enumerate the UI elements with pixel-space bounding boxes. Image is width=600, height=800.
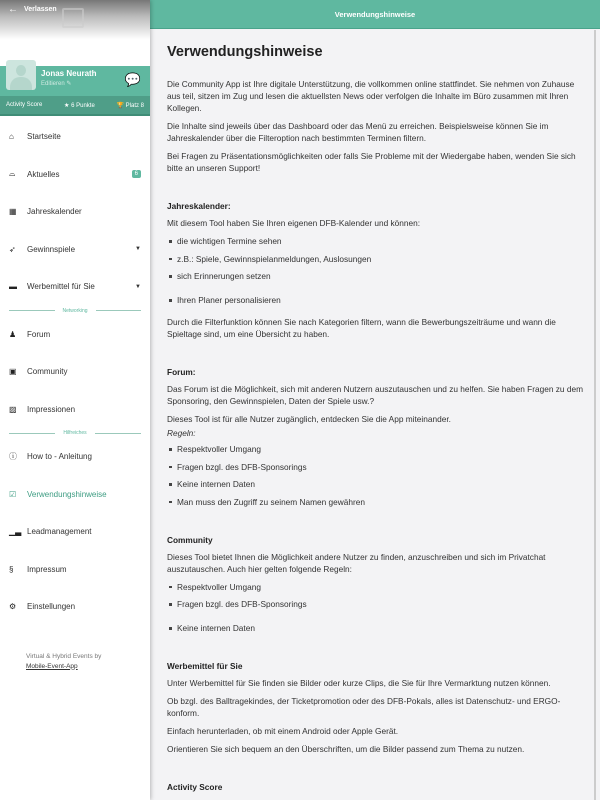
section-heading: Werbemittel für Sie bbox=[167, 661, 243, 671]
footer bbox=[0, 626, 150, 672]
clipboard-check-icon: ☑ bbox=[9, 489, 17, 499]
section-networking: Networking bbox=[0, 306, 150, 316]
back-label: Verlassen bbox=[24, 6, 57, 13]
list-item: Respektvoller Umgang bbox=[167, 443, 585, 455]
image-icon: ▨ bbox=[9, 404, 17, 414]
list-item: Ihren Planer personalisieren bbox=[167, 294, 585, 306]
paragraph: Das Forum ist die Möglichkeit, sich mit anderen Nutzern auszutauschen und zu helfen. Sie haben Fragen zu dem Sponsoring, den Gewinnspielen, Daten der Spiele usw.? bbox=[167, 384, 583, 406]
paragraph: Ob bzgl. des Balltragekindes, der Ticketpromotion oder des DFB-Pokals, alles ist Datenschutz- und ERGO- konform. bbox=[167, 696, 561, 718]
points: ★ 6 Punkte bbox=[64, 102, 95, 109]
sidebar-item-impressionen[interactable]: ▨ Impressionen bbox=[9, 404, 76, 414]
section-heading: Activity Score bbox=[167, 782, 223, 792]
user-name: Jonas Neurath bbox=[41, 69, 97, 78]
arrow-left-icon: ← bbox=[8, 4, 18, 15]
info-icon: ⓘ bbox=[9, 452, 17, 462]
list-item: Keine internen Daten bbox=[167, 478, 585, 490]
user-profile bbox=[0, 66, 150, 96]
back-button[interactable] bbox=[8, 4, 57, 15]
section-hilfreiches: Hilfreiches bbox=[0, 428, 150, 438]
list-item: Fragen bzgl. des DFB-Sponsorings bbox=[167, 461, 585, 473]
inbox-icon: ⌓ bbox=[9, 169, 16, 179]
intro-paragraph: Die Inhalte sind jeweils über das Dashboard oder das Menü zu erreichen. Beispielsweise können Sie im Jahreskalender über die Filteroption nach bestimmten Terminen filtern. bbox=[167, 121, 549, 143]
list-item: Fragen bzgl. des DFB-Sponsorings bbox=[167, 598, 585, 610]
paragraph: Durch die Filterfunktion können Sie nach Kategorien filtern, wann die Bewerbungszeiträume und wann die Spieltage sind, um eine Übersicht zu haben. bbox=[167, 317, 556, 339]
caret-down-icon: ▼ bbox=[135, 283, 141, 290]
sidebar-item-impressum[interactable]: § Impressum bbox=[9, 564, 67, 574]
activity-score-bar[interactable] bbox=[0, 96, 150, 116]
users-icon: ♟ bbox=[9, 329, 17, 339]
rocket-icon: ➶ bbox=[9, 244, 16, 254]
intro-paragraph: Die Community App ist Ihre digitale Unterstützung, die vollkommen online stattfindet. Sie nehmen von Zuhause aus teil, sitzen im Zug und lesen die aktuellsten News oder verfolgen die Inhalte im Büro zusammen mit Ihren Kollegen. bbox=[167, 79, 575, 113]
sidebar-item-jahreskalender[interactable]: ▦ Jahreskalender bbox=[9, 207, 82, 217]
home-icon: ⌂ bbox=[9, 132, 14, 142]
sidebar-item-forum[interactable]: ♟ Forum bbox=[9, 329, 51, 339]
bullet-list bbox=[167, 235, 585, 306]
scrollbar[interactable] bbox=[594, 30, 596, 800]
intro-paragraph: Bei Fragen zu Präsentationsmöglichkeiten oder falls Sie Probleme mit der Wiedergabe haben, wenden Sie sich bitte an unseren Support! bbox=[167, 151, 576, 173]
footer-link[interactable]: Mobile-Event-App bbox=[26, 662, 78, 670]
rank: 🏆 Platz 8 bbox=[116, 102, 144, 109]
settings-icon: ⚙ bbox=[9, 602, 17, 612]
paragraph: Einfach herunterladen, ob mit einem Android oder Apple Gerät. bbox=[167, 726, 399, 736]
pencil-icon: ✎ bbox=[66, 81, 72, 87]
count-badge: 6 bbox=[132, 170, 141, 178]
sidebar-item-startseite[interactable]: ⌂ Startseite bbox=[9, 132, 61, 142]
star-icon: ★ bbox=[64, 102, 70, 109]
paragraph: Unter Werbemittel für Sie finden sie Bilder oder kurze Clips, die Sie für Ihre Vermarktung nutzen können. bbox=[167, 678, 551, 688]
list-item: Respektvoller Umgang bbox=[167, 581, 585, 593]
sidebar-item-leadmanagement[interactable]: ▁▃ Leadmanagement bbox=[9, 527, 92, 537]
paragraph: Dieses Tool ist für alle Nutzer zugänglich, entdecken Sie die App miteinander. bbox=[167, 414, 451, 424]
section-heading: Jahreskalender: bbox=[167, 201, 231, 211]
rules-label: Regeln: bbox=[167, 428, 196, 438]
bullet-list bbox=[167, 581, 585, 635]
section-heading: Forum: bbox=[167, 367, 196, 377]
paragraph-icon: § bbox=[9, 564, 14, 574]
sidebar-item-verwendungshinweise[interactable]: ☑ Verwendungshinweise bbox=[9, 489, 107, 499]
edit-profile-link[interactable]: Editieren ✎ bbox=[41, 81, 72, 87]
header-title: Verwendungshinweise bbox=[150, 0, 600, 29]
list-item: die wichtigen Termine sehen bbox=[167, 235, 585, 247]
sidebar bbox=[0, 0, 150, 800]
calendar-icon: ▦ bbox=[9, 207, 17, 217]
folder-icon: ▬ bbox=[9, 282, 17, 292]
image-placeholder-icon bbox=[62, 8, 84, 28]
footer-text: Virtual & Hybrid Events by bbox=[26, 652, 102, 660]
trophy-icon: 🏆 bbox=[116, 102, 124, 109]
avatar[interactable] bbox=[6, 60, 36, 90]
list-item: z.B.: Spiele, Gewinnspielanmeldungen, Auslosungen bbox=[167, 253, 585, 265]
sidebar-item-how-to[interactable]: ⓘ How to - Anleitung bbox=[9, 452, 92, 462]
list-item: sich Erinnerungen setzen bbox=[167, 270, 585, 282]
paragraph: Orientieren Sie sich bequem an den Überschriften, um die Bilder passend zum Thema zu nutzen. bbox=[167, 744, 525, 754]
sidebar-item-einstellungen[interactable]: ⚙ Einstellungen bbox=[9, 602, 76, 612]
page-title: Verwendungshinweise bbox=[167, 44, 323, 60]
cover-image bbox=[0, 0, 150, 66]
sidebar-item-gewinnspiele[interactable]: ➶ Gewinnspiele ▼ bbox=[9, 244, 141, 254]
chat-icon[interactable]: 💬 bbox=[124, 72, 141, 87]
section-heading: Community bbox=[167, 534, 213, 545]
list-item: Man muss den Zugriff zu seinem Namen gewähren bbox=[167, 496, 585, 508]
sidebar-item-community[interactable]: ▣ Community bbox=[9, 367, 68, 377]
sidebar-item-aktuelles[interactable]: ⌓ Aktuelles 6 bbox=[0, 156, 150, 194]
sidebar-item-werbemittel[interactable]: ▬ Werbemittel für Sie ▼ bbox=[9, 282, 141, 292]
chart-icon: ▁▃ bbox=[9, 527, 22, 537]
main-content bbox=[167, 43, 585, 798]
caret-down-icon: ▼ bbox=[135, 246, 141, 253]
paragraph: Mit diesem Tool haben Sie Ihren eigenen DFB-Kalender und können: bbox=[167, 218, 421, 228]
paragraph: Dieses Tool bietet Ihnen die Möglichkeit andere Nutzer zu finden, anzuschreiben und sich im Privatchat auszutauschen. Auch hier gelten folgende Regeln: bbox=[167, 551, 546, 574]
address-book-icon: ▣ bbox=[9, 367, 17, 377]
activity-score-label: Activity Score bbox=[6, 102, 43, 108]
list-item: Keine internen Daten bbox=[167, 622, 585, 634]
bullet-list bbox=[167, 443, 585, 508]
